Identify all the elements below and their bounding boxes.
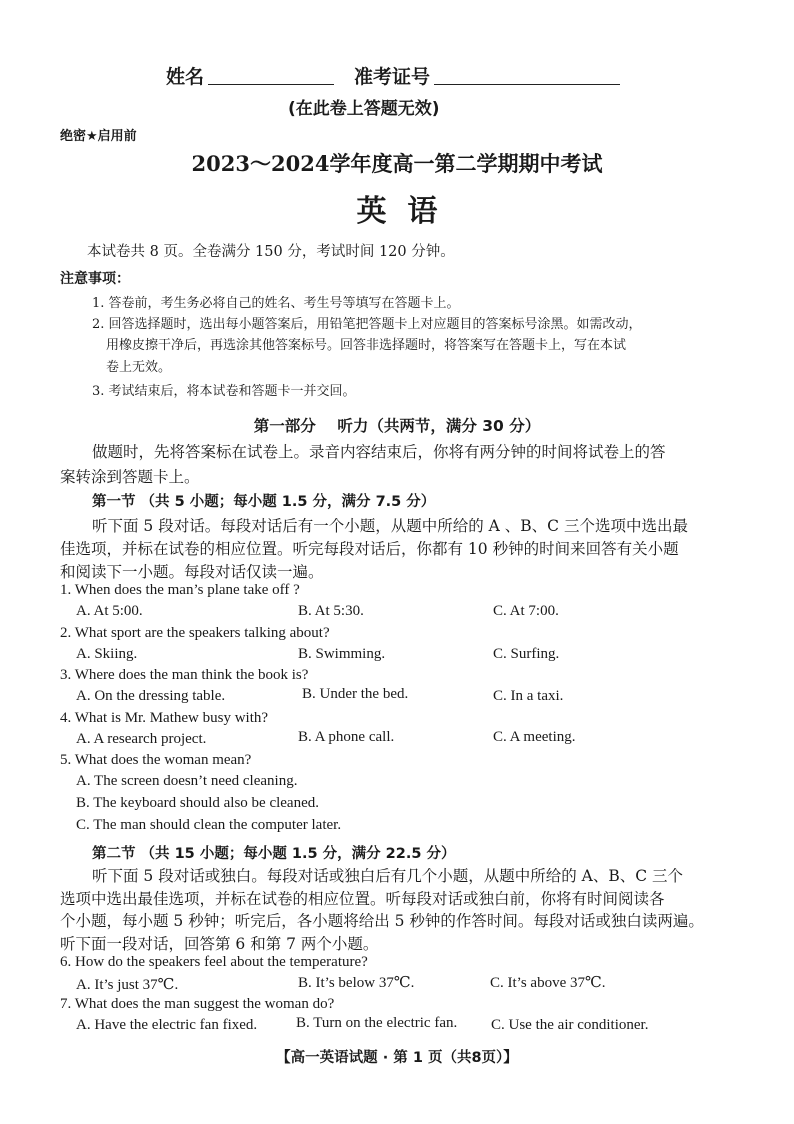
section2-instructions: 听下面 5 段对话或独白。每段对话或独白后有几个小题，从题中所给的 A、B、C 三个 bbox=[92, 867, 684, 885]
option-c: C. It’s above 37℃. bbox=[490, 975, 606, 991]
option-b: B. The keyboard should also be cleaned. bbox=[76, 795, 319, 811]
section1-instructions: 和阅读下一小题。每段对话仅读一遍。 bbox=[60, 563, 324, 581]
section1-instructions: 佳选项，并标在试卷的相应位置。听完每段对话后，你都有 10 秒钟的时间来回答有关小题 bbox=[60, 540, 679, 558]
section2-instructions: 个小题，每小题 5 秒钟；听完后，各小题将给出 5 秒钟的作答时间。每段对话或独白读两遍。 bbox=[60, 912, 704, 930]
question-stem: 4. What is Mr. Mathew busy with? bbox=[60, 710, 269, 726]
name-field bbox=[208, 84, 334, 85]
page-footer: 【高一英语试题 · 第 1 页（共8页）】 bbox=[276, 1050, 518, 1066]
section2-title: 第二节 （共 15 小题；每小题 1.5 分，满分 22.5 分） bbox=[92, 846, 456, 862]
option-a: A. Have the electric fan fixed. bbox=[76, 1017, 258, 1033]
section1-title: 第一节 （共 5 小题；每小题 1.5 分，满分 7.5 分） bbox=[92, 494, 436, 510]
question-stem: 5. What does the woman mean? bbox=[60, 752, 252, 768]
invalid-note: (在此卷上答题无效) bbox=[288, 99, 440, 119]
subject-title: 英 语 bbox=[356, 194, 438, 229]
notice-heading: 注意事项： bbox=[60, 271, 130, 287]
question-stem: 1. When does the man’s plane take off ? bbox=[60, 582, 300, 598]
option-b: B. Swimming. bbox=[298, 646, 386, 662]
question-stem: 3. Where does the man think the book is? bbox=[60, 667, 309, 683]
name-label: 姓名 bbox=[166, 66, 205, 88]
notice-item: 1. 答卷前，考生务必将自己的姓名、考生号等填写在答题卡上。 bbox=[92, 296, 460, 311]
question-stem: 7. What does the man suggest the woman do? bbox=[60, 996, 335, 1012]
option-b: B. Under the bed. bbox=[302, 686, 409, 702]
option-b: B. Turn on the electric fan. bbox=[296, 1015, 458, 1031]
option-a: A. Skiing. bbox=[76, 646, 138, 662]
intro-text: 本试卷共 8 页。全卷满分 150 分，考试时间 120 分钟。 bbox=[87, 244, 455, 260]
notice-item: 用橡皮擦干净后，再选涂其他答案标号。回答非选择题时，将答案写在答题卡上，写在本试 bbox=[106, 338, 627, 353]
notice-item: 2. 回答选择题时，选出每小题答案后，用铅笔把答题卡上对应题目的答案标号涂黑。如需改动， bbox=[92, 317, 642, 332]
notice-item: 3. 考试结束后，将本试卷和答题卡一并交回。 bbox=[92, 384, 356, 399]
exam-id-field bbox=[434, 84, 620, 85]
option-a: A. At 5:00. bbox=[76, 603, 143, 619]
notice-item: 卷上无效。 bbox=[106, 360, 172, 375]
option-a: A. It’s just 37℃. bbox=[76, 977, 179, 993]
exam-title: 2023～2024学年度高一第二学期期中考试 bbox=[191, 151, 603, 176]
question-stem: 2. What sport are the speakers talking about? bbox=[60, 625, 330, 641]
option-b: B. At 5:30. bbox=[298, 603, 364, 619]
option-a: A. On the dressing table. bbox=[76, 688, 226, 704]
section2-instructions: 听下面一段对话，回答第 6 和第 7 两个小题。 bbox=[60, 935, 379, 953]
section2-instructions: 选项中选出最佳选项，并标在试卷的相应位置。听每段对话或独白前，你将有时间阅读各 bbox=[60, 890, 665, 908]
option-a: A. The screen doesn’t need cleaning. bbox=[76, 773, 298, 789]
option-c: C. Surfing. bbox=[493, 646, 560, 662]
part1-instructions: 做题时，先将答案标在试卷上。录音内容结束后，你将有两分钟的时间将试卷上的答 bbox=[92, 443, 666, 461]
option-b: B. A phone call. bbox=[298, 729, 395, 745]
exam-id-label: 准考证号 bbox=[354, 66, 431, 88]
part1-instructions: 案转涂到答题卡上。 bbox=[60, 468, 200, 486]
option-c: C. At 7:00. bbox=[493, 603, 559, 619]
option-b: B. It’s below 37℃. bbox=[298, 975, 415, 991]
option-c: C. A meeting. bbox=[493, 729, 576, 745]
question-stem: 6. How do the speakers feel about the temperature? bbox=[60, 954, 368, 970]
option-c: C. In a taxi. bbox=[493, 688, 564, 704]
option-a: A. A research project. bbox=[76, 731, 207, 747]
secret-label: 绝密★启用前 bbox=[60, 129, 137, 144]
part1-title: 第一部分 听力（共两节，满分 30 分） bbox=[253, 417, 541, 435]
option-c: C. Use the air conditioner. bbox=[491, 1017, 649, 1033]
option-c: C. The man should clean the computer later. bbox=[76, 817, 342, 833]
section1-instructions: 听下面 5 段对话。每段对话后有一个小题，从题中所给的 A 、B、C 三个选项中选出最 bbox=[92, 517, 688, 535]
